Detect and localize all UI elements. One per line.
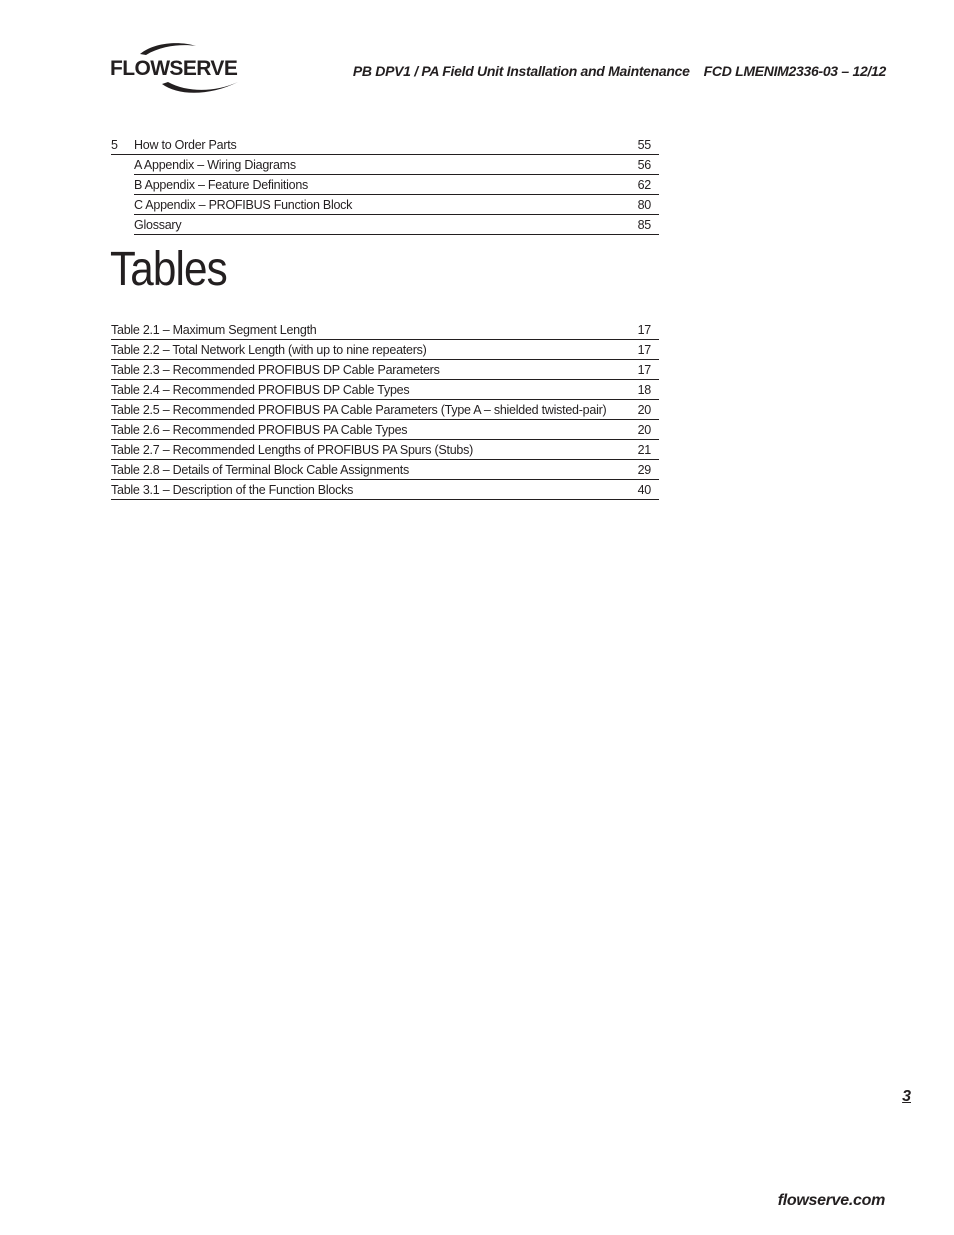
contents-row-label: C Appendix – PROFIBUS Function Block	[134, 198, 353, 212]
table-entry-label: Table 2.8 – Details of Terminal Block Cable Assignments	[111, 463, 409, 477]
contents-row[interactable]	[111, 195, 659, 215]
table-entry-page: 21	[637, 443, 651, 457]
table-entry-label: Table 2.7 – Recommended Lengths of PROFIBUS PA Spurs (Stubs)	[111, 443, 474, 457]
table-entry-row[interactable]	[111, 420, 659, 440]
footer-website-link[interactable]: flowserve.com	[777, 1192, 885, 1209]
table-entry-page: 17	[637, 323, 651, 337]
table-entry-label: Table 2.6 – Recommended PROFIBUS PA Cable Types	[111, 423, 408, 437]
contents-row-number: 5	[111, 138, 118, 152]
document-header	[353, 61, 886, 81]
table-entry-row[interactable]	[111, 480, 659, 500]
document-code: FCD LMENIM2336-03 – 12/12	[703, 63, 886, 79]
contents-row-label: How to Order Parts	[134, 138, 237, 152]
table-entry-label: Table 3.1 – Description of the Function Blocks	[111, 483, 354, 497]
page-number: 3	[902, 1088, 911, 1105]
table-entry-row[interactable]	[111, 440, 659, 460]
contents-row[interactable]	[111, 215, 659, 235]
table-entry-page: 20	[637, 423, 651, 437]
table-entry-page: 29	[637, 463, 651, 477]
table-entry-row[interactable]	[111, 360, 659, 380]
table-entry-page: 17	[637, 343, 651, 357]
contents-row-label: B Appendix – Feature Definitions	[134, 178, 309, 192]
contents-row-label: Glossary	[134, 218, 182, 232]
contents-row-page: 80	[637, 198, 651, 212]
table-entry-row[interactable]	[111, 320, 659, 340]
row-divider	[134, 234, 659, 235]
section-heading-tables: Tables	[110, 243, 227, 296]
contents-row-page: 56	[637, 158, 651, 172]
flowserve-logo	[110, 40, 250, 96]
contents-row-page: 62	[637, 178, 651, 192]
table-entry-row[interactable]	[111, 380, 659, 400]
table-entry-page: 40	[637, 483, 651, 497]
row-divider	[111, 499, 659, 500]
logo-wordmark: FLOWSERVE	[110, 57, 238, 80]
table-entry-page: 18	[637, 383, 651, 397]
table-entry-label: Table 2.3 – Recommended PROFIBUS DP Cable Parameters	[111, 363, 440, 377]
table-entry-page: 20	[637, 403, 651, 417]
document-title: PB DPV1 / PA Field Unit Installation and Maintenance	[352, 63, 690, 79]
contents-row-page: 55	[637, 138, 651, 152]
table-entry-page: 17	[637, 363, 651, 377]
table-entry-label: Table 2.1 – Maximum Segment Length	[111, 323, 317, 337]
table-entry-row[interactable]	[111, 400, 659, 420]
tables-list	[111, 320, 659, 500]
table-entry-label: Table 2.5 – Recommended PROFIBUS PA Cable Parameters (Type A – shielded twisted-pair)	[111, 403, 607, 417]
table-entry-row[interactable]	[111, 340, 659, 360]
contents-row-label: A Appendix – Wiring Diagrams	[134, 158, 296, 172]
contents-list	[111, 135, 659, 235]
contents-row[interactable]	[111, 135, 659, 155]
contents-row[interactable]	[111, 155, 659, 175]
table-entry-label: Table 2.2 – Total Network Length (with up to nine repeaters)	[111, 343, 427, 357]
contents-row-page: 85	[637, 218, 651, 232]
table-entry-row[interactable]	[111, 460, 659, 480]
contents-row[interactable]	[111, 175, 659, 195]
table-entry-label: Table 2.4 – Recommended PROFIBUS DP Cable Types	[111, 383, 410, 397]
